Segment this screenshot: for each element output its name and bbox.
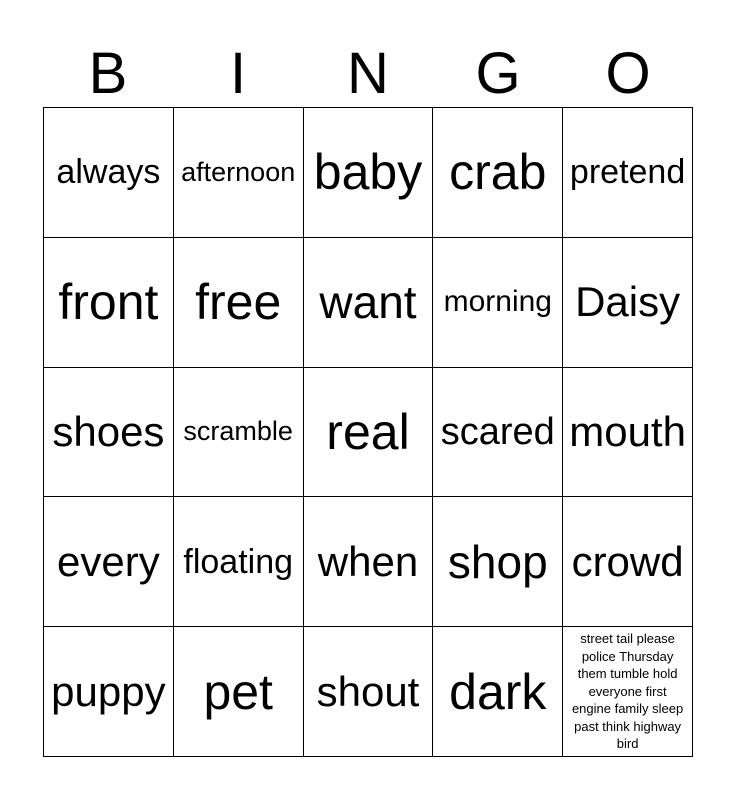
bingo-cell: scared xyxy=(433,368,563,498)
header-letter-g: G xyxy=(475,41,521,106)
bingo-cell: free xyxy=(174,238,304,368)
bingo-cell: always xyxy=(44,108,174,238)
bingo-cell: real xyxy=(304,368,434,498)
bingo-grid xyxy=(43,107,693,757)
bingo-cell: dark xyxy=(433,627,563,757)
bingo-cell: floating xyxy=(174,497,304,627)
bingo-cell: baby xyxy=(304,108,434,238)
header-letter-b: B xyxy=(88,41,128,106)
header-letter-i: I xyxy=(229,41,247,106)
bingo-cell: Daisy xyxy=(563,238,693,368)
bingo-cell: pet xyxy=(174,627,304,757)
bingo-cell: afternoon xyxy=(174,108,304,238)
bingo-cell: crab xyxy=(433,108,563,238)
bingo-cell: want xyxy=(304,238,434,368)
bingo-cell: morning xyxy=(433,238,563,368)
bingo-cell: scramble xyxy=(174,368,304,498)
bingo-cell: every xyxy=(44,497,174,627)
bingo-cell: front xyxy=(44,238,174,368)
bingo-cell-word-list: street tail please police Thursday them tumble hold everyone first engine family sleep past think highway bird xyxy=(563,627,693,757)
bingo-cell: crowd xyxy=(563,497,693,627)
bingo-cell: puppy xyxy=(44,627,174,757)
bingo-cell: pretend xyxy=(563,108,693,238)
bingo-cell: shout xyxy=(304,627,434,757)
header-letter-o: O xyxy=(605,41,651,106)
bingo-cell: when xyxy=(304,497,434,627)
bingo-cell: mouth xyxy=(563,368,693,498)
bingo-header xyxy=(43,40,693,108)
header-letter-n: N xyxy=(347,41,389,106)
bingo-cell: shoes xyxy=(44,368,174,498)
bingo-cell: shop xyxy=(433,497,563,627)
